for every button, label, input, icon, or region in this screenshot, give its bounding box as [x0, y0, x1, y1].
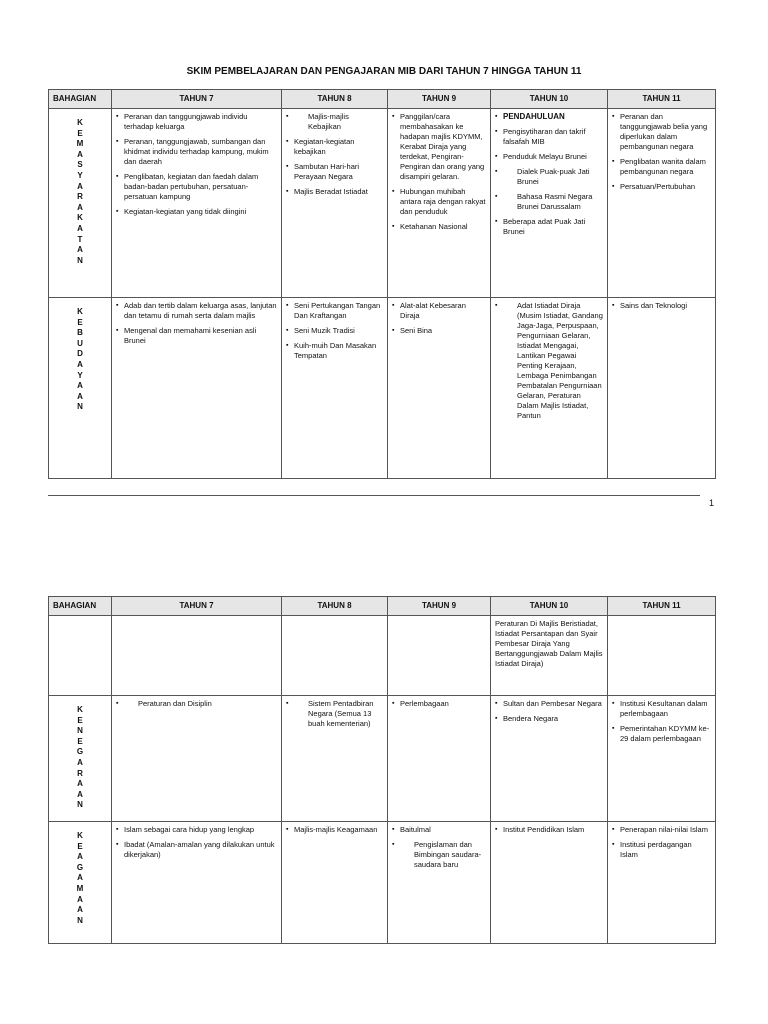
section-letter: T	[77, 234, 83, 244]
bullet-list	[116, 301, 277, 346]
section-letter: R	[77, 192, 83, 202]
cell-tahun-11	[608, 822, 716, 944]
page-footer-rule	[48, 495, 700, 496]
row-kebudayaan	[49, 298, 716, 479]
bullet-list	[612, 301, 711, 311]
section-letter: K	[77, 213, 83, 223]
bullet-item: ▪ Institut Pendidikan Islam	[495, 825, 603, 835]
bullet-item: ▪ Peranan dan tanggungjawab individu terhadap keluarga	[116, 112, 277, 132]
bullet-item: ▪ Bendera Negara	[495, 714, 603, 724]
section-letter: K	[77, 705, 83, 714]
bullet-item: ▪ Dialek Puak-puak Jati Brunei	[495, 167, 603, 187]
section-letter: K	[77, 307, 83, 316]
bullet-item: ▪ Adat Istiadat Diraja (Musim Istiadat, Gandang Jaga-Jaga, Perpuspaan, Pengurniaan Gelaran, Istiadat Mengagai, Lantikan Pegawai Penting Kerajaan, Lembaga Penimbangan Pembatalan Pengurniaan Gelaran, Peraturan Dalam Majlis Istiadat, Pantun	[495, 301, 603, 421]
table-header-row	[49, 597, 716, 616]
bullet-item: ▪ Pengislaman dan Bimbingan saudara-saudara baru	[392, 840, 486, 870]
bullet-item: ▪ Perlembagaan	[392, 699, 486, 709]
cell-tahun-7	[112, 298, 282, 479]
section-label	[49, 616, 112, 696]
bullet-list	[286, 825, 383, 835]
curriculum-table-page-2	[48, 596, 716, 944]
cell-tahun-8	[282, 696, 388, 822]
header-tahun-11: TAHUN 11	[608, 90, 716, 109]
section-letter: G	[76, 862, 84, 872]
bullet-item: ▪ Majlis Beradat Istiadat	[286, 187, 383, 197]
section-letter: N	[77, 402, 83, 412]
section-letter: A	[77, 202, 83, 212]
bullet-item: ▪ Seni Pertukangan Tangan Dan Kraftangan	[286, 301, 383, 321]
section-letter: E	[77, 736, 83, 746]
bullet-item: ▪ Ketahanan Nasional	[392, 222, 486, 232]
bullet-item: ▪ Ibadat (Amalan-amalan yang dilakukan untuk dikerjakan)	[116, 840, 277, 860]
bullet-list	[392, 699, 486, 709]
cell-tahun-9	[388, 822, 491, 944]
row-kenegaraan	[49, 696, 716, 822]
section-letter: A	[77, 359, 83, 369]
bullet-item: ▪ Peraturan dan Disiplin	[116, 699, 277, 709]
bullet-list	[286, 112, 383, 197]
section-letter: Y	[77, 370, 83, 380]
header-bahagian: BAHAGIAN	[49, 90, 112, 109]
cell-tahun-9	[388, 696, 491, 822]
bullet-item: ▪ Beberapa adat Puak Jati Brunei	[495, 217, 603, 237]
section-letter: N	[77, 800, 83, 810]
cell-tahun-8	[282, 109, 388, 298]
bullet-list	[495, 619, 603, 669]
cell-tahun-11	[608, 616, 716, 696]
bullet-item: Peraturan Di Majlis Beristiadat, Istiadat Persantapan dan Syair Pembesar Diraja Yang Bertanggungjawab Dalam Majlis Istiadat Diraja)	[495, 619, 603, 668]
bullet-item: ▪ Hubungan muhibah antara raja dengan rakyat dan penduduk	[392, 187, 486, 217]
header-tahun-9: TAHUN 9	[388, 90, 491, 109]
table-header-row	[49, 90, 716, 109]
section-letter: A	[77, 905, 83, 915]
bullet-item: ▪ Institusi Kesultanan dalam perlembagaan	[612, 699, 711, 719]
bullet-item: ▪ Penglibatan wanita dalam pembangunan negara	[612, 157, 711, 177]
bullet-list	[612, 112, 711, 192]
section-letter: A	[77, 894, 83, 904]
bullet-item: ▪ Penduduk Melayu Brunei	[495, 152, 603, 162]
bullet-list	[116, 699, 277, 709]
cell-tahun-7	[112, 696, 282, 822]
bullet-item: ▪ Alat-alat Kebesaran Diraja	[392, 301, 486, 321]
bullet-list	[286, 301, 383, 361]
section-letter: K	[77, 831, 83, 840]
section-label	[49, 109, 112, 298]
bullet-item: ▪ Penglibatan, kegiatan dan faedah dalam badan-badan pertubuhan, persatuan-persatuan kampung	[116, 172, 277, 202]
section-letter: N	[77, 255, 83, 265]
section-letter: M	[76, 883, 84, 893]
cell-tahun-10	[491, 298, 608, 479]
section-letter: A	[77, 873, 83, 883]
bullet-list	[392, 825, 486, 870]
section-letter: A	[77, 779, 83, 789]
bullet-item: ▪ Penerapan nilai-nilai Islam	[612, 825, 711, 835]
bullet-item: ▪ Mengenal dan memahami kesenian asli Brunei	[116, 326, 277, 346]
cell-tahun-9	[388, 298, 491, 479]
bullet-item: ▪ Peranan, tanggungjawab, sumbangan dan khidmat individu terhadap kampung, mukim dan daerah	[116, 137, 277, 167]
section-label	[49, 696, 112, 822]
section-letter: A	[77, 223, 83, 233]
cell-tahun-9	[388, 109, 491, 298]
header-tahun-7: TAHUN 7	[112, 90, 282, 109]
bullet-item: ▪ Bahasa Rasmi Negara Brunei Darussalam	[495, 192, 603, 212]
bullet-item: ▪ Panggilan/cara membahasakan ke hadapan majlis KDYMM, Kerabat Diraja yang terdekat, Pengiran-Pengiran dan orang yang disampiri gelaran.	[392, 112, 486, 182]
cell-tahun-7	[112, 109, 282, 298]
section-letter: E	[77, 317, 83, 327]
bullet-list	[495, 699, 603, 724]
cell-tahun-8	[282, 616, 388, 696]
bullet-item: ▪ Sultan dan Pembesar Negara	[495, 699, 603, 709]
section-label	[49, 822, 112, 944]
bullet-item: ▪ Sambutan Hari-hari Perayaan Negara	[286, 162, 383, 182]
header-tahun-10: TAHUN 10	[491, 90, 608, 109]
row-kemasyarakatan	[49, 109, 716, 298]
section-label	[49, 298, 112, 479]
bullet-item: ▪ Baitulmal	[392, 825, 486, 835]
bullet-list	[612, 825, 711, 860]
section-letter: A	[77, 149, 83, 159]
cell-tahun-10	[491, 109, 608, 298]
bullet-item: ▪ Sistem Pentadbiran Negara (Semua 13 buah kementerian)	[286, 699, 383, 729]
section-letter: E	[77, 841, 83, 851]
cell-tahun-10	[491, 696, 608, 822]
section-letter: A	[77, 852, 83, 862]
cell-tahun-11	[608, 109, 716, 298]
section-letter: A	[77, 757, 83, 767]
section-letter: D	[77, 349, 83, 359]
bullet-item: ▪ Sains dan Teknologi	[612, 301, 711, 311]
section-letter: B	[77, 328, 83, 338]
header-tahun-7: TAHUN 7	[112, 597, 282, 616]
page-number: 1	[709, 498, 715, 508]
bullet-item: ▪ Institusi perdagangan Islam	[612, 840, 711, 860]
header-tahun-9: TAHUN 9	[388, 597, 491, 616]
cell-tahun-11	[608, 696, 716, 822]
cell-tahun-7	[112, 616, 282, 696]
row-continuation	[49, 616, 716, 696]
bullet-list	[612, 699, 711, 744]
bullet-list	[495, 825, 603, 835]
bullet-item: ▪ Pengisytiharan dan takrif falsafah MIB	[495, 127, 603, 147]
section-letter: R	[77, 768, 83, 778]
bullet-list	[392, 301, 486, 336]
cell-tahun-7	[112, 822, 282, 944]
bullet-list	[286, 699, 383, 729]
section-letter: Y	[77, 170, 83, 180]
bullet-item: ▪ Persatuan/Pertubuhan	[612, 182, 711, 192]
bullet-list	[116, 112, 277, 217]
header-tahun-11: TAHUN 11	[608, 597, 716, 616]
bullet-item: ▪ Peranan dan tanggungjawab belia yang diperlukan dalam pembangunan negara	[612, 112, 711, 152]
bullet-item: ▪ Majlis-majlis Kebajikan	[286, 112, 383, 132]
section-letter: A	[77, 789, 83, 799]
cell-tahun-11	[608, 298, 716, 479]
bullet-item: ▪ Adab dan tertib dalam keluarga asas, lanjutan dan tetamu di rumah serta dalam majlis	[116, 301, 277, 321]
section-letter: M	[76, 139, 84, 149]
section-letter: G	[76, 747, 84, 757]
section-letter: A	[77, 245, 83, 255]
bullet-item: ▪ PENDAHULUAN	[495, 112, 603, 122]
cell-tahun-10	[491, 616, 608, 696]
cell-tahun-10	[491, 822, 608, 944]
bullet-item: ▪ Majlis-majlis Keagamaan	[286, 825, 383, 835]
section-letter: N	[77, 726, 83, 736]
curriculum-table-page-1	[48, 89, 716, 479]
bullet-item: ▪ Islam sebagai cara hidup yang lengkap	[116, 825, 277, 835]
section-letter: E	[77, 715, 83, 725]
bullet-item: ▪ Seni Bina	[392, 326, 486, 336]
bullet-item: ▪ Pemerintahan KDYMM ke-29 dalam perlembagaan	[612, 724, 711, 744]
section-letter: A	[77, 391, 83, 401]
bullet-item: ▪ Seni Muzik Tradisi	[286, 326, 383, 336]
header-tahun-8: TAHUN 8	[282, 597, 388, 616]
section-letter: A	[77, 381, 83, 391]
cell-tahun-9	[388, 616, 491, 696]
bullet-list	[392, 112, 486, 232]
header-tahun-10: TAHUN 10	[491, 597, 608, 616]
bullet-list	[116, 825, 277, 860]
cell-tahun-8	[282, 298, 388, 479]
document-title: SKIM PEMBELAJARAN DAN PENGAJARAN MIB DARI TAHUN 7 HINGGA TAHUN 11	[186, 66, 582, 77]
bullet-item: ▪ Kuih-muih Dan Masakan Tempatan	[286, 341, 383, 361]
header-tahun-8: TAHUN 8	[282, 90, 388, 109]
bullet-list	[495, 301, 603, 421]
section-letter: E	[77, 128, 83, 138]
bullet-item: ▪ Kegiatan-kegiatan yang tidak diingini	[116, 207, 277, 217]
section-letter: K	[77, 118, 83, 127]
section-letter: U	[77, 338, 83, 348]
cell-tahun-8	[282, 822, 388, 944]
section-letter: A	[77, 181, 83, 191]
section-letter: S	[77, 160, 83, 170]
bullet-item: ▪ Kegiatan-kegiatan kebajikan	[286, 137, 383, 157]
header-bahagian: BAHAGIAN	[49, 597, 112, 616]
section-letter: N	[77, 915, 83, 925]
row-keagamaan	[49, 822, 716, 944]
bullet-list	[495, 112, 603, 237]
